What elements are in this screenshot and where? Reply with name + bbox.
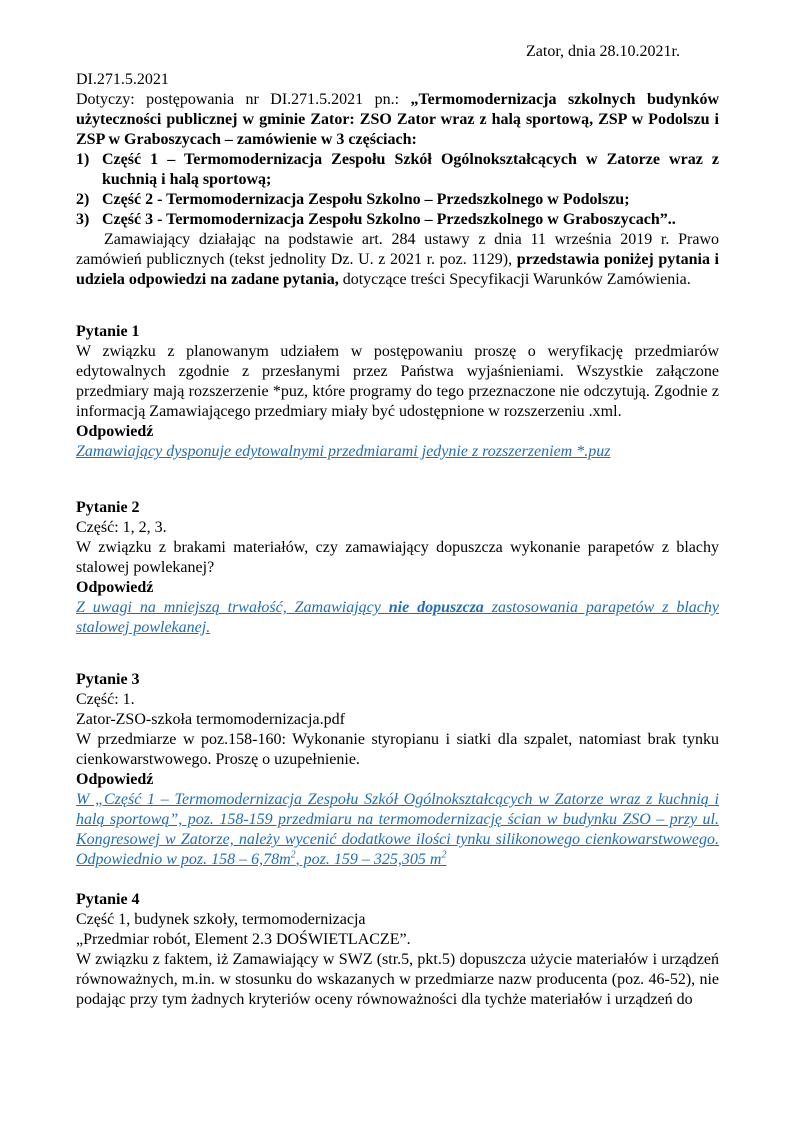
answer-3-superscript-2: 2 [441, 849, 447, 861]
subject-item-3-number: 3) [76, 211, 90, 228]
question-3-filename: Zator-ZSO-szkoła termomodernizacja.pdf [76, 711, 345, 728]
answer-3-text-2: , poz. 159 – 325,305 m [295, 851, 442, 868]
question-3-text: W przedmiarze w poz.158-160: Wykonanie styropianu i siatki dla szpalet, natomiast brak tynku cienkowarstwowego. Proszę o uzupełnienie. [76, 731, 719, 768]
question-2-parts: Część: 1, 2, 3. [76, 519, 167, 536]
date-line: Zator, dnia 28.10.2021r. [526, 43, 680, 60]
reference-number: DI.271.5.2021 [76, 71, 169, 88]
question-2-text: W związku z brakami materiałów, czy zamawiający dopuszcza wykonanie parapetów z blachy stalowej powlekanej? [76, 539, 719, 576]
answer-2-text-2: zastosowania parapetów z blachy stalowej powlekanej. [76, 599, 719, 636]
subject-item-2 [76, 190, 719, 210]
answer-2-text-bold: nie dopuszcza [388, 599, 484, 616]
subject-item-1-text: Część 1 – Termomodernizacja Zespołu Szkół Ogólnokształcących w Zatorze wraz z kuchnią i halą sportową; [102, 151, 719, 188]
answer-3-superscript-1: 2 [290, 849, 296, 861]
subject-item-1-number: 1) [76, 151, 90, 168]
subject-prefix: Dotyczy: postępowania nr DI.271.5.2021 pn.: [76, 91, 411, 108]
question-4-text: W związku z faktem, iż Zamawiający w SWZ (str.5, pkt.5) dopuszcza użycie materiałów i urządzeń równoważnych, m.in. w stosunku do wskazanych w przedmiarze nazw producenta (poz. 46-52), nie podając przy tym żadnych kryteriów oceny równoważności dla tychże materiałów i urządzeń do [76, 951, 719, 1008]
question-1-heading: Pytanie 1 [76, 323, 140, 340]
question-2-section [76, 498, 719, 638]
intro-text-2: dotyczące treści Specyfikacji Warunków Zamówienia. [338, 271, 691, 288]
question-1-section [76, 322, 719, 462]
question-3-heading: Pytanie 3 [76, 671, 140, 688]
answer-1-text: Zamawiający dysponuje edytowalnymi przedmiarami jedynie z rozszerzeniem *.puz [76, 443, 611, 460]
subject-item-2-number: 2) [76, 191, 90, 208]
subject-item-1 [76, 150, 719, 190]
intro-text-bold: przedstawia poniżej pytania i udziela odpowiedzi na zadane pytania, [76, 251, 720, 288]
question-3-parts: Część: 1. [76, 691, 135, 708]
answer-2-label: Odpowiedź [76, 579, 154, 596]
answer-3-label: Odpowiedź [76, 771, 154, 788]
subject-item-3-text: Część 3 - Termomodernizacja Zespołu Szkolno – Przedszkolnego w Graboszycach”.. [102, 211, 676, 228]
question-3-section [76, 670, 719, 870]
subject-item-3 [76, 210, 719, 230]
question-4-element: „Przedmiar robót, Element 2.3 DOŚWIETLACZE”. [76, 931, 411, 948]
question-4-parts: Część 1, budynek szkoły, termomodernizacja [76, 911, 366, 928]
subject-title: „Termomodernizacja szkolnych budynków użyteczności publicznej w gminie Zator: ZSO Zator wraz z halą sportową, ZSP w Podolszu i ZSP w Graboszycach – zamówienie w 3 częściach: [76, 91, 719, 148]
answer-3-text [76, 790, 719, 870]
question-1-text: W związku z planowanym udziałem w postępowaniu proszę o weryfikację przedmiarów edytowalnych zgodnie z przesłanymi przez Państwa wyjaśnieniami. Wszystkie załączone przedmiary mają rozszerzenie *puz, które programy do tego przeznaczone nie odczytują. Zgodnie z informacją Zamawiającego przedmiary miały być udostępnione w rozszerzeniu .xml. [76, 343, 719, 420]
intro-text-1: Zamawiający działając na podstawie art. 284 ustawy z dnia 11 września 2019 r. Prawo zamówień publicznych (tekst jednolity Dz. U. z 2021 r. poz. 1129), [76, 231, 719, 268]
answer-2-text-1: Z uwagi na mniejszą trwałość, Zamawiający [76, 599, 389, 616]
answer-2-text [76, 598, 719, 638]
intro-paragraph [76, 230, 719, 290]
answer-1-label: Odpowiedź [76, 423, 154, 440]
question-4-heading: Pytanie 4 [76, 891, 140, 908]
subject-item-2-text: Część 2 - Termomodernizacja Zespołu Szkolno – Przedszkolnego w Podolszu; [102, 191, 630, 208]
subject-paragraph [76, 90, 719, 150]
answer-3-text-1: W „Część 1 – Termomodernizacja Zespołu Szkół Ogólnokształcących w Zatorze wraz z kuchnią i halą sportową”, poz. 158-159 przedmiaru na termomodernizację ścian w budynku ZSO – przy ul. Kongresowej w Zatorze, należy wycenić dodatkowe ilości tynku silikonowego cienkowarstwowego. Odpowiednio w poz. 158 – 6,78m [76, 791, 719, 868]
question-2-heading: Pytanie 2 [76, 499, 140, 516]
question-4-section [76, 890, 719, 1010]
